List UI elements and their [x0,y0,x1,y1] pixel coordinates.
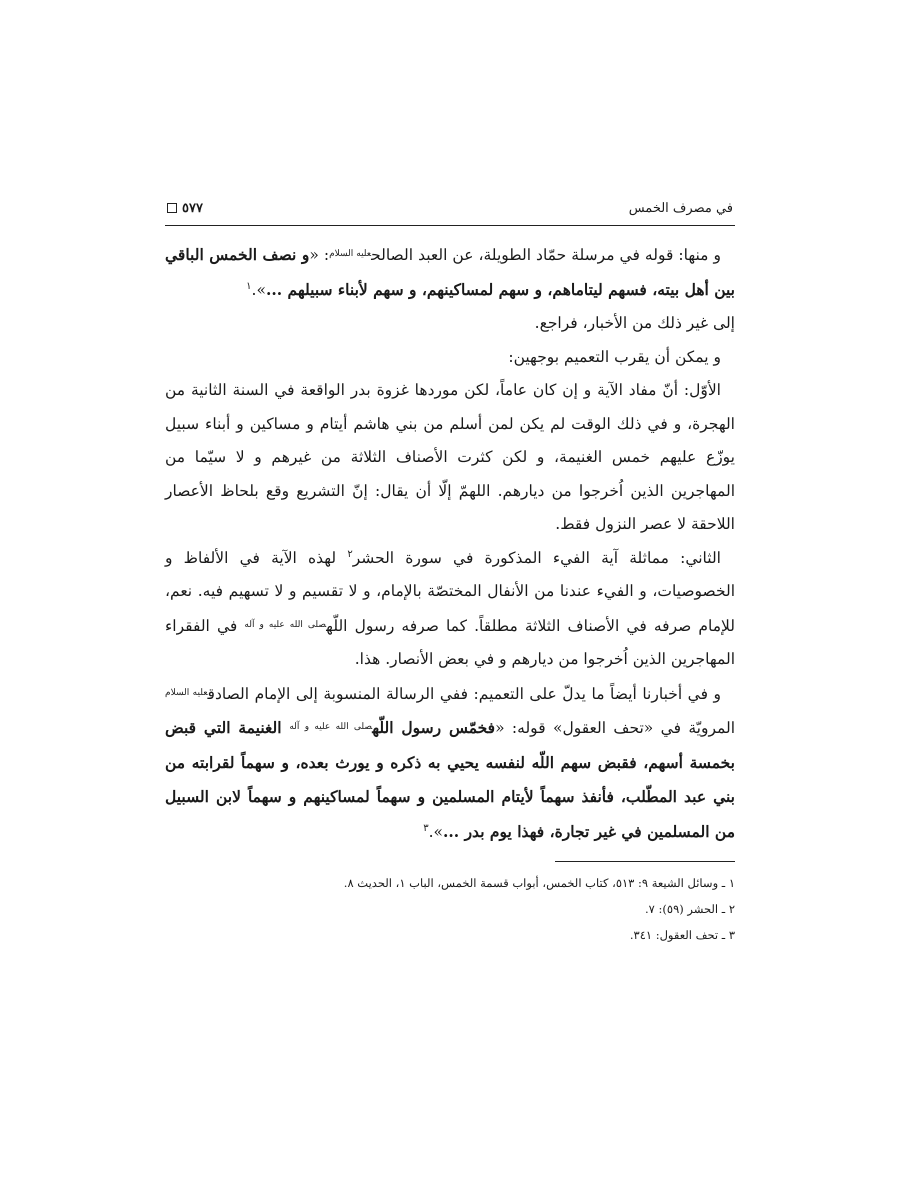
paragraph-2: إلى غير ذلك من الأخبار، فراجع. [534,314,735,332]
paragraph-1 [165,238,735,307]
footnote-divider [555,861,735,862]
hadith-quote-b: الغنيمة التي قبض بخمسة أسهم، فقبض سهم اللّه لنفسه يحيي به ذكره و يورث بعده، و سهماً لقرابته من بني عبد المطّلب، فأنفذ سهماً لأيتام المسلمين و سهماً لمساكينهم و سهماً لابن السبيل من المسلمين في غير تجارة، فهذا يوم بدر ... [165,718,735,841]
footnote-ref-3: ٣ [423,822,429,834]
footnote-ref-1: ١ [246,280,252,292]
hadith-quote-a: فخمّس رسول اللّه [372,718,496,737]
honorific-mark: صلى الله عليه و آله [244,619,327,630]
page-number: ٥٧٧ [182,200,203,216]
quote-open: : « [309,246,330,264]
square-icon [167,203,177,213]
footnote-2: ٢ ـ الحشر (٥٩): ٧. [645,902,735,916]
honorific-mark: عليه السلام [329,249,372,259]
paragraph-6-text-b: المرويّة في «تحف العقول» قوله: « [495,719,735,737]
paragraph-5-text-a: الثاني: مماثلة آية الفيء المذكورة في سورة الحشر [352,548,721,567]
paragraph-5-text-b: لهذه الآية في الألفاظ و الخصوصيات، و الفيء عندنا من الأنفال المختصّة بالإمام، و لا تقسيم و لا تسهيم فيه. نعم، للإمام صرفه في الأصناف الثلاثة مطلقاً. كما صرفه رسول اللّه [165,548,735,635]
paragraph-5 [165,542,735,677]
paragraph-6-text-a: و في أخبارنا أيضاً ما يدلّ على التعميم: ففي الرسالة المنسوبة إلى الإمام الصادق [207,684,722,703]
page-number-group [167,201,203,216]
running-header [165,195,735,226]
paragraph-4: الأوّل: أنّ مفاد الآية و إن كان عاماً، لكن موردها غزوة بدر الواقعة في السنة الثانية من الهجرة، و في ذلك الوقت لم يكن لمن أسلم من بني هاشم أيتام و مساكين و أبناء سبيل يوزّع عليهم خمس الغنيمة، و لكن كثرت الأصناف الثلاثة من غيرهم و لا سيّما من المهاجرين الذين اُخرجوا من ديارهم. اللهمّ إلّا أن يقال: إنّ التشريع وقع بلحاظ الأعصار اللاحقة لا عصر النزول فقط. [165,381,735,533]
honorific-mark: صلى الله عليه و آله [289,722,373,732]
footnote-1: ١ ـ وسائل الشيعة ٩: ٥١٣، كتاب الخمس، أبواب قسمة الخمس، الباب ١، الحديث ٨. [343,876,735,890]
footnote-ref-2: ٢ [347,548,353,560]
book-page [165,195,735,948]
quote-close: ». [251,280,266,299]
honorific-mark: عليه السلام [165,687,208,698]
body-text [165,238,735,849]
footnote-3: ٣ ـ تحف العقول: ٣٤١. [629,928,735,942]
footnotes [165,870,735,948]
paragraph-5-text-c: في الفقراء المهاجرين الذين اُخرجوا من ديارهم و في بعض الأنصار. هذا. [165,616,735,668]
paragraph-6 [165,677,735,850]
quote-close: ». [428,822,443,841]
paragraph-1-text: و منها: قوله في مرسلة حمّاد الطويلة، عن العبد الصالح [371,246,721,264]
chapter-title: في مصرف الخمس [628,200,733,216]
paragraph-3: و يمكن أن يقرب التعميم بوجهين: [508,347,721,366]
hadith-quote: و نصف الخمس الباقي بين أهل بيته، فسهم ليتاماهم، و سهم لمساكينهم، و سهم لأبناء سبيلهم ... [165,245,735,299]
